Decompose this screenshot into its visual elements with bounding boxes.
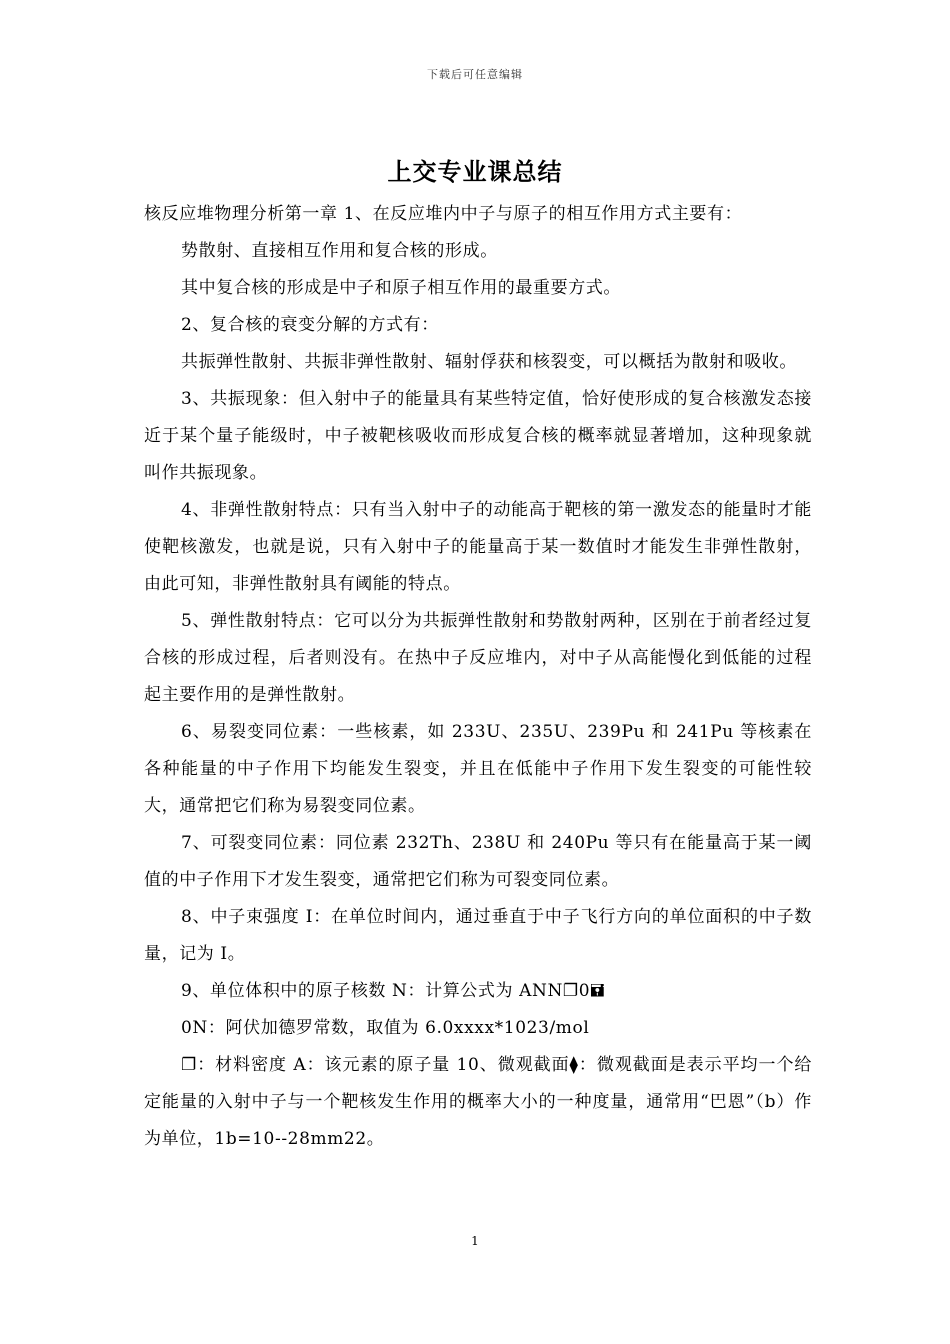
paragraph-atom-density: 9、单位体积中的原子核数 N：计算公式为 ANN❐0🖬 xyxy=(181,981,606,1001)
paragraph-fissile-isotopes: 6、易裂变同位素：一些核素，如 233U、235U、239Pu 和 241Pu 等核素在各种能量的中子作用下均能发生裂变，并且在低能中子作用下发生裂变的可能性较大，通常把它们称为易裂变同位素。 xyxy=(144,722,812,816)
document-body xyxy=(144,196,812,1158)
paragraph-elastic-scattering: 5、弹性散射特点：它可以分为共振弹性散射和势散射两种，区别在于前者经过复合核的形成过程，后者则没有。在热中子反应堆内，对中子从高能慢化到低能的过程起主要作用的是弹性散射。 xyxy=(144,611,812,705)
paragraph-microscopic-cross-section: ❐：材料密度 A：该元素的原子量 10、微观截面⧫：微观截面是表示平均一个给定能量的入射中子与一个靶核发生作用的概率大小的一种度量，通常用“巴恩”（b）作为单位，1b=10--28mm22。 xyxy=(144,1055,812,1149)
page-number: 1 xyxy=(471,1234,479,1248)
paragraph-compound-nucleus: 其中复合核的形成是中子和原子相互作用的最重要方式。 xyxy=(181,278,621,298)
paragraph-decay-heading: 2、复合核的衰变分解的方式有： xyxy=(181,315,439,335)
paragraph-interaction-types: 势散射、直接相互作用和复合核的形成。 xyxy=(181,241,498,261)
document-title: 上交专业课总结 xyxy=(387,157,563,186)
paragraph-intro: 核反应堆物理分析第一章 1、在反应堆内中子与原子的相互作用方式主要有： xyxy=(144,204,743,224)
page-header-note: 下载后可任意编辑 xyxy=(427,68,523,81)
paragraph-avogadro: 0N：阿伏加德罗常数，取值为 6.0xxxx*1023/mol xyxy=(181,1018,590,1038)
paragraph-decay-modes: 共振弹性散射、共振非弹性散射、辐射俘获和核裂变，可以概括为散射和吸收。 xyxy=(181,352,797,372)
paragraph-resonance: 3、共振现象：但入射中子的能量具有某些特定值，恰好使形成的复合核激发态接近于某个量子能级时，中子被靶核吸收而形成复合核的概率就显著增加，这种现象就叫作共振现象。 xyxy=(144,389,812,483)
paragraph-neutron-intensity: 8、中子束强度 I：在单位时间内，通过垂直于中子飞行方向的单位面积的中子数量，记为 I。 xyxy=(144,907,812,964)
paragraph-inelastic-scattering: 4、非弹性散射特点：只有当入射中子的动能高于靶核的第一激发态的能量时才能使靶核激发，也就是说，只有入射中子的能量高于某一数值时才能发生非弹性散射，由此可知，非弹性散射具有阈能的特点。 xyxy=(144,500,812,594)
paragraph-fissionable-isotopes: 7、可裂变同位素：同位素 232Th、238U 和 240Pu 等只有在能量高于某一阈值的中子作用下才发生裂变，通常把它们称为可裂变同位素。 xyxy=(144,833,812,890)
